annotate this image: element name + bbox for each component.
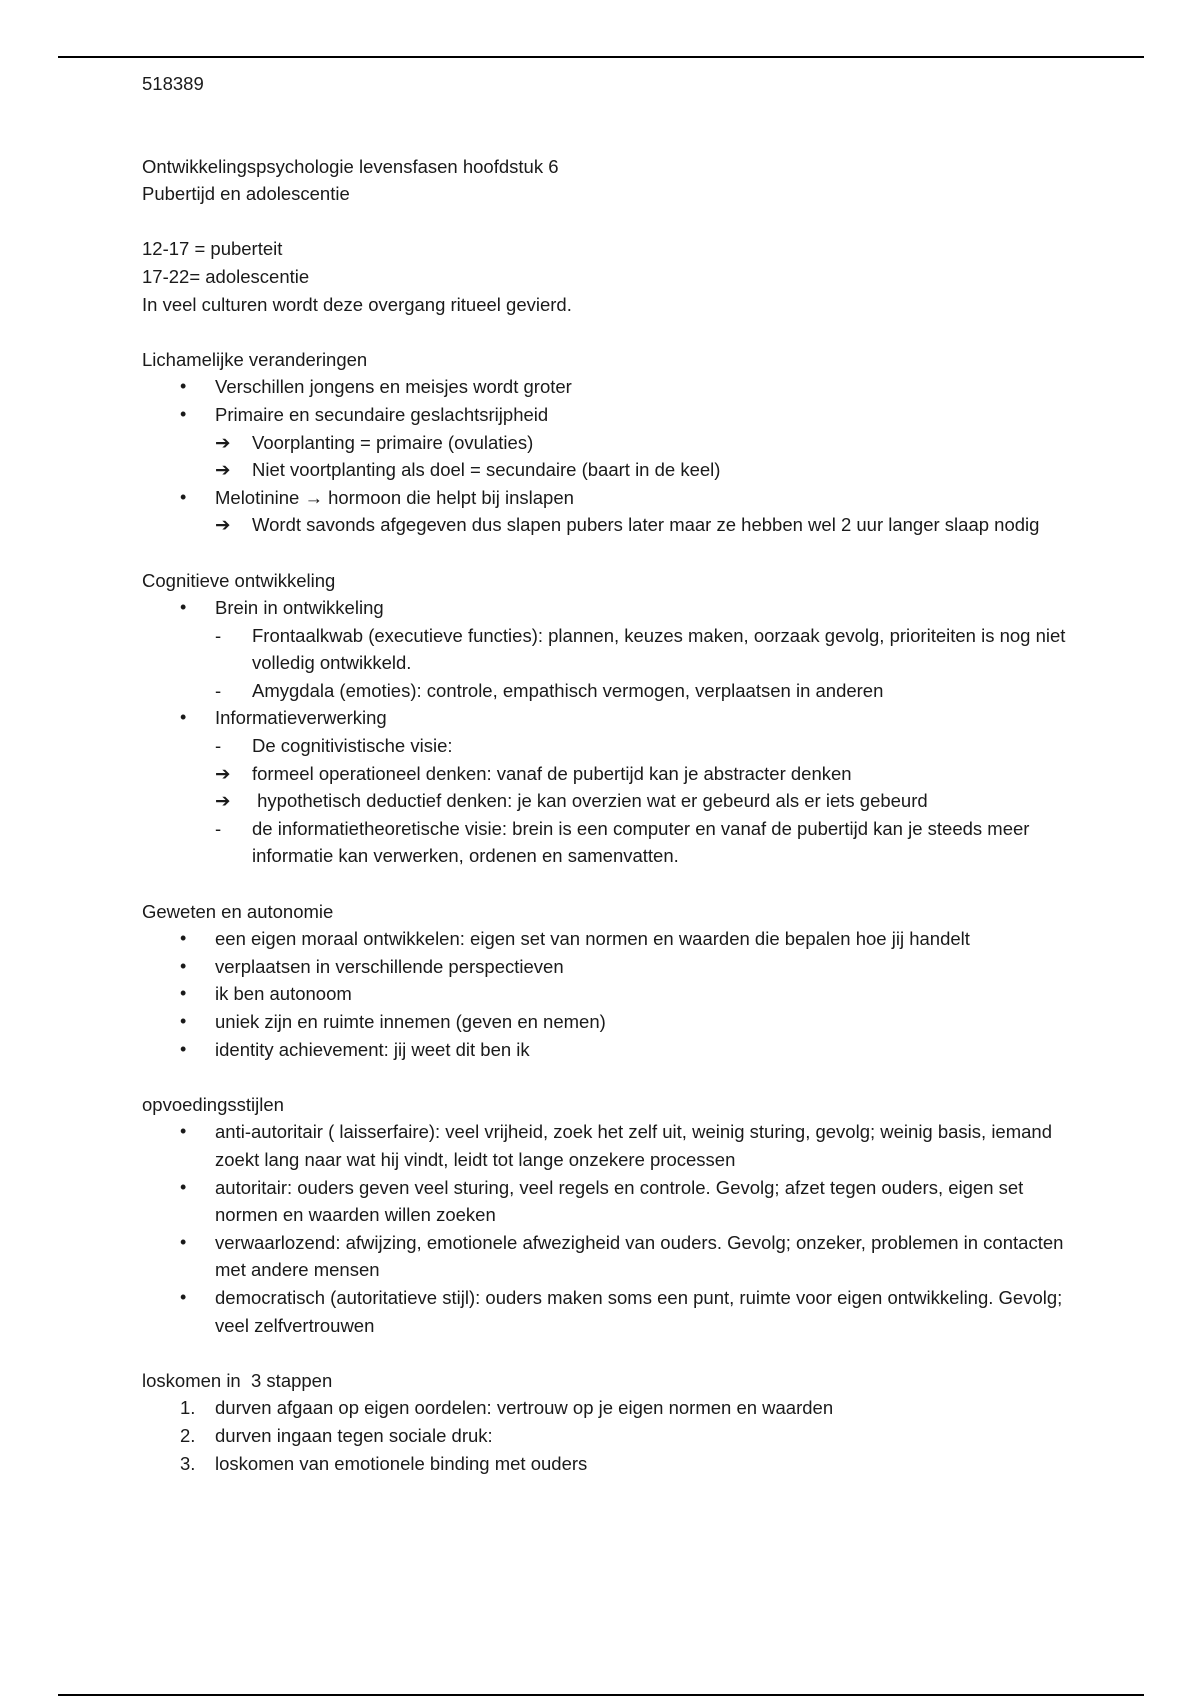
item-number: 1.: [180, 1397, 196, 1419]
intro-line: 12-17 = puberteit: [142, 238, 283, 260]
section-heading-lichamelijk: Lichamelijke veranderingen: [142, 348, 368, 370]
bullet-list: [142, 594, 1082, 622]
bullet-item: • Brein in ontwikkeling: [142, 594, 1082, 622]
section-heading-cognitief: Cognitieve ontwikkeling: [142, 569, 336, 591]
header-rule: [58, 56, 1144, 58]
numbered-item: 3. loskomen van emotionele binding met ouders: [142, 1450, 1082, 1478]
dash-item: - de informatietheoretische visie: brein is een computer en vanaf de pubertijd kan je steeds meer informatie kan verwerken, ordenen en samenvatten.: [142, 815, 1082, 870]
item-number: 2.: [180, 1424, 196, 1446]
bullet-item: • Melotinine → hormoon die helpt bij inslapen: [142, 484, 1082, 512]
document-body: [142, 70, 1082, 1477]
section-heading-opvoeding: opvoedingsstijlen: [142, 1093, 284, 1115]
footer-rule: [58, 1694, 1144, 1696]
bullet-item: • identity achievement: jij weet dit ben ik: [142, 1036, 1082, 1064]
arrow-item: ➔ Voorplanting = primaire (ovulaties): [142, 429, 1082, 457]
bullet-list: [142, 484, 1082, 512]
item-number: 3.: [180, 1452, 196, 1474]
numbered-list: [142, 1394, 1082, 1477]
dash-marker: -: [215, 679, 222, 701]
arrow-icon: ➔: [215, 431, 231, 453]
numbered-item: 1. durven afgaan op eigen oordelen: vertrouw op je eigen normen en waarden: [142, 1394, 1082, 1422]
arrow-icon: ➔: [215, 514, 231, 536]
dash-item: - Amygdala (emoties): controle, empathisch vermogen, verplaatsen in anderen: [142, 677, 1082, 705]
arrow-item: ➔ Wordt savonds afgegeven dus slapen pubers later maar ze hebben wel 2 uur langer slaap nodig: [142, 511, 1082, 539]
numbered-item: 2. durven ingaan tegen sociale druk:: [142, 1422, 1082, 1450]
bullet-item: • ik ben autonoom: [142, 980, 1082, 1008]
bullet-item: • Primaire en secundaire geslachtsrijpheid: [142, 401, 1082, 429]
arrow-icon: ➔: [215, 762, 231, 784]
bullet-item: • verwaarlozend: afwijzing, emotionele afwezigheid van ouders. Gevolg; onzeker, problemen in contacten met andere mensen: [142, 1229, 1082, 1284]
bullet-item: • democratisch (autoritatieve stijl): ouders maken soms een punt, ruimte voor eigen ontwikkeling. Gevolg; veel zelfvertrouwen: [142, 1284, 1082, 1339]
section-heading-geweten: Geweten en autonomie: [142, 900, 334, 922]
document-title: Ontwikkelingspsychologie levensfasen hoofdstuk 6: [142, 155, 559, 177]
arrow-item: ➔ formeel operationeel denken: vanaf de pubertijd kan je abstracter denken: [142, 760, 1082, 788]
bullet-item: • een eigen moraal ontwikkelen: eigen set van normen en waarden die bepalen hoe jij handelt: [142, 925, 1082, 953]
dash-marker: -: [215, 624, 222, 646]
bullet-item: • Informatieverwerking: [142, 704, 1082, 732]
dash-item: - Frontaalkwab (executieve functies): plannen, keuzes maken, oorzaak gevolg, prioriteiten is nog niet volledig ontwikkeld.: [142, 622, 1082, 677]
bullet-list: [142, 1118, 1082, 1339]
arrow-item: ➔ Niet voortplanting als doel = secundaire (baart in de keel): [142, 456, 1082, 484]
bullet-item: • verplaatsen in verschillende perspectieven: [142, 953, 1082, 981]
bullet-item: • uniek zijn en ruimte innemen (geven en nemen): [142, 1008, 1082, 1036]
document-id: 518389: [142, 73, 204, 94]
bullet-list: [142, 704, 1082, 732]
arrow-icon: ➔: [215, 459, 231, 481]
arrow-item: ➔ hypothetisch deductief denken: je kan overzien wat er gebeurd als er iets gebeurd: [142, 787, 1082, 815]
document-subtitle: Pubertijd en adolescentie: [142, 183, 350, 205]
bullet-item: • Verschillen jongens en meisjes wordt groter: [142, 373, 1082, 401]
bullet-item: • anti-autoritair ( laisserfaire): veel vrijheid, zoek het zelf uit, weinig sturing, gevolg; weinig basis, iemand zoekt lang naar wat hij vindt, leidt tot lange onzekere processen: [142, 1118, 1082, 1173]
arrow-icon: ➔: [215, 790, 231, 812]
dash-marker: -: [215, 735, 222, 757]
bullet-list: [142, 373, 1082, 428]
bullet-item: • autoritair: ouders geven veel sturing, veel regels en controle. Gevolg; afzet tegen ouders, eigen set normen en waarden willen zoeken: [142, 1174, 1082, 1229]
intro-line: In veel culturen wordt deze overgang ritueel gevierd.: [142, 293, 572, 315]
intro-line: 17-22= adolescentie: [142, 265, 310, 287]
dash-item: - De cognitivistische visie:: [142, 732, 1082, 760]
bullet-list: [142, 925, 1082, 1063]
dash-marker: -: [215, 817, 222, 839]
section-heading-loskomen: loskomen in 3 stappen: [142, 1369, 333, 1391]
